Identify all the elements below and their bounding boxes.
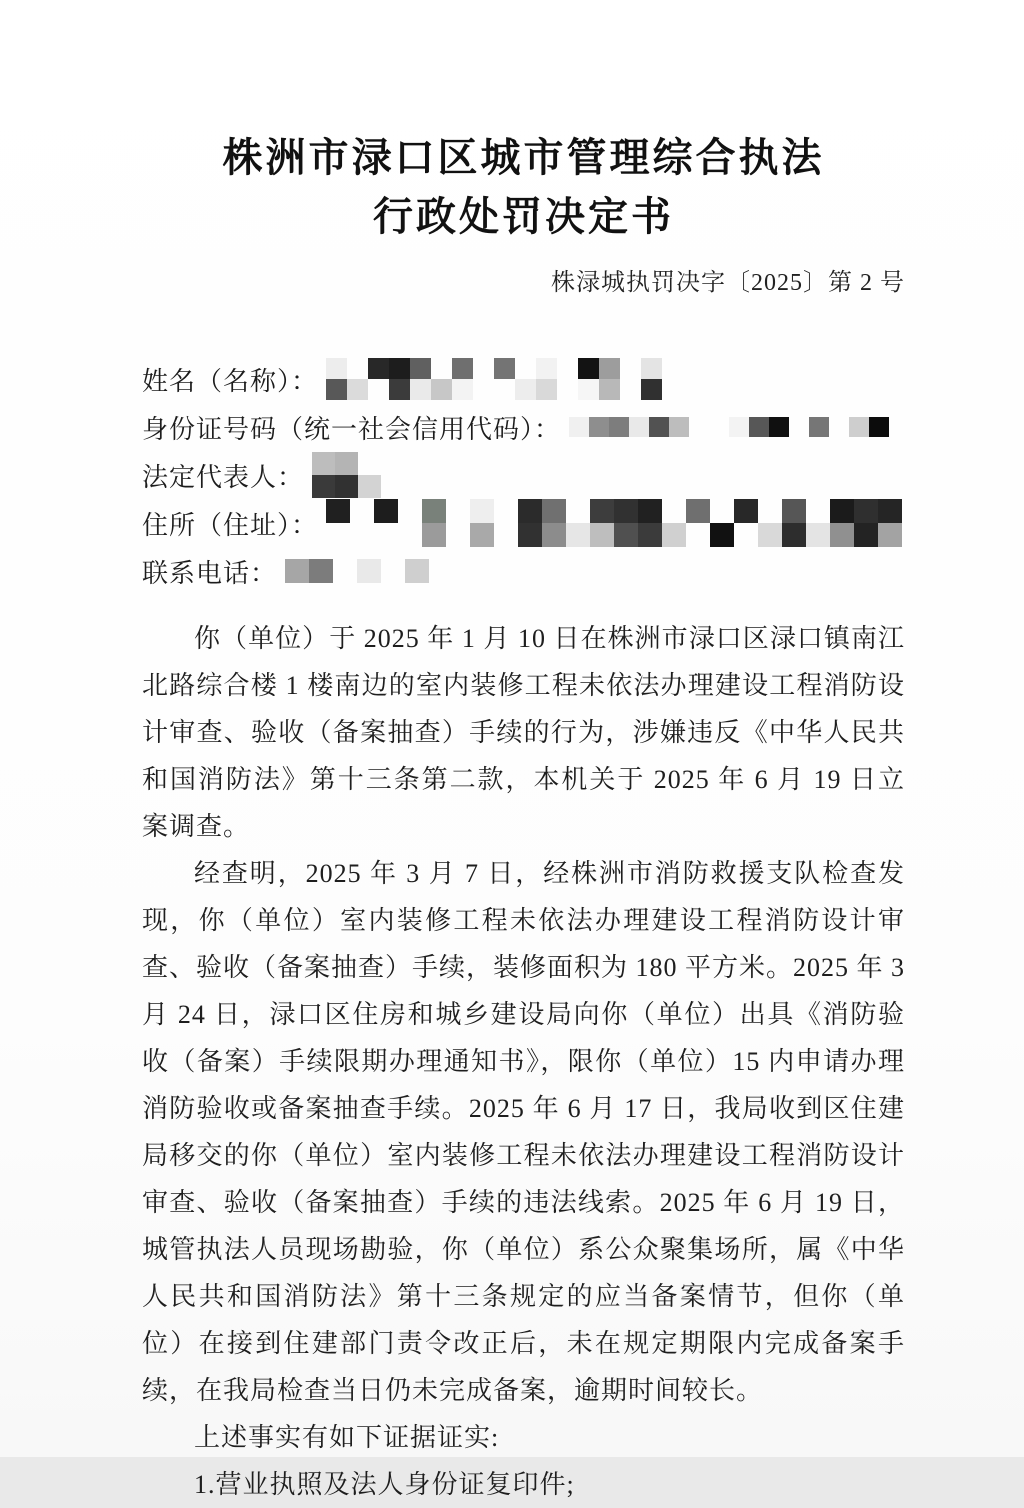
- field-phone-label: 联系电话：: [142, 558, 278, 588]
- redacted-legal-rep-value: [312, 452, 381, 498]
- redacted-address-value: [326, 499, 902, 547]
- document-title: [142, 128, 905, 246]
- field-address-label: 住所（住址）：: [142, 510, 319, 540]
- field-legal-rep-label: 法定代表人：: [142, 462, 305, 492]
- redacted-phone-value: [285, 559, 429, 583]
- field-name: [142, 355, 905, 403]
- field-phone: [142, 547, 905, 595]
- field-address: [142, 499, 905, 547]
- document-title-line1: 株洲市渌口区城市管理综合执法: [222, 135, 825, 180]
- redacted-name-value: [326, 358, 662, 400]
- body-paragraph-facts-intro: 你（单位）于 2025 年 1 月 10 日在株洲市渌口区渌口镇南江北路综合楼 1 楼南边的室内装修工程未依法办理建设工程消防设计审查、验收（备案抽查）手续的行为，涉嫌违反《中华人民共和国消防法》第十三条第二款，本机关于 2025 年 6 月 19 日立案调查。: [142, 624, 905, 841]
- body-paragraph-findings: 经查明，2025 年 3 月 7 日，经株洲市消防救援支队检查发现，你（单位）室内装修工程未依法办理建设工程消防设计审查、验收（备案抽查）手续，装修面积为 180 平方米。2025 年 3 月 24 日，渌口区住房和城乡建设局向你（单位）出具《消防验收（备案）手续限期办理通知书》，限你（单位）15 内申请办理消防验收或备案抽查手续。2025 年 6 月 17 日，我局收到区住建局移交的你（单位）室内装修工程未依法办理建设工程消防设计审查、验收（备案抽查）手续的违法线索。2025 年 6 月 19 日，城管执法人员现场勘验，你（单位）系公众聚集场所，属《中华人民共和国消防法》第十三条规定的应当备案情节，但你（单位）在接到住建部门责令改正后，未在规定期限内完成备案手续，在我局检查当日仍未完成备案，逾期时间较长。: [142, 859, 906, 1405]
- body-paragraph-evidence-intro: 上述事实有如下证据证实:: [194, 1423, 500, 1452]
- field-name-label: 姓名（名称）：: [142, 366, 319, 396]
- body-paragraph-evidence-item-1: 1.营业执照及法人身份证复印件;: [194, 1470, 575, 1499]
- document-body: [142, 615, 905, 1508]
- document-title-line2: 行政处罚决定书: [373, 194, 674, 239]
- field-id-code-label: 身份证号码（统一社会信用代码）：: [142, 414, 562, 444]
- field-legal-rep: [142, 451, 905, 499]
- party-info-fields: [142, 355, 905, 595]
- field-id-code: [142, 403, 905, 451]
- redacted-id-code-value: [569, 417, 889, 437]
- document-number: 株渌城执罚决字〔2025〕第 2 号: [551, 270, 905, 296]
